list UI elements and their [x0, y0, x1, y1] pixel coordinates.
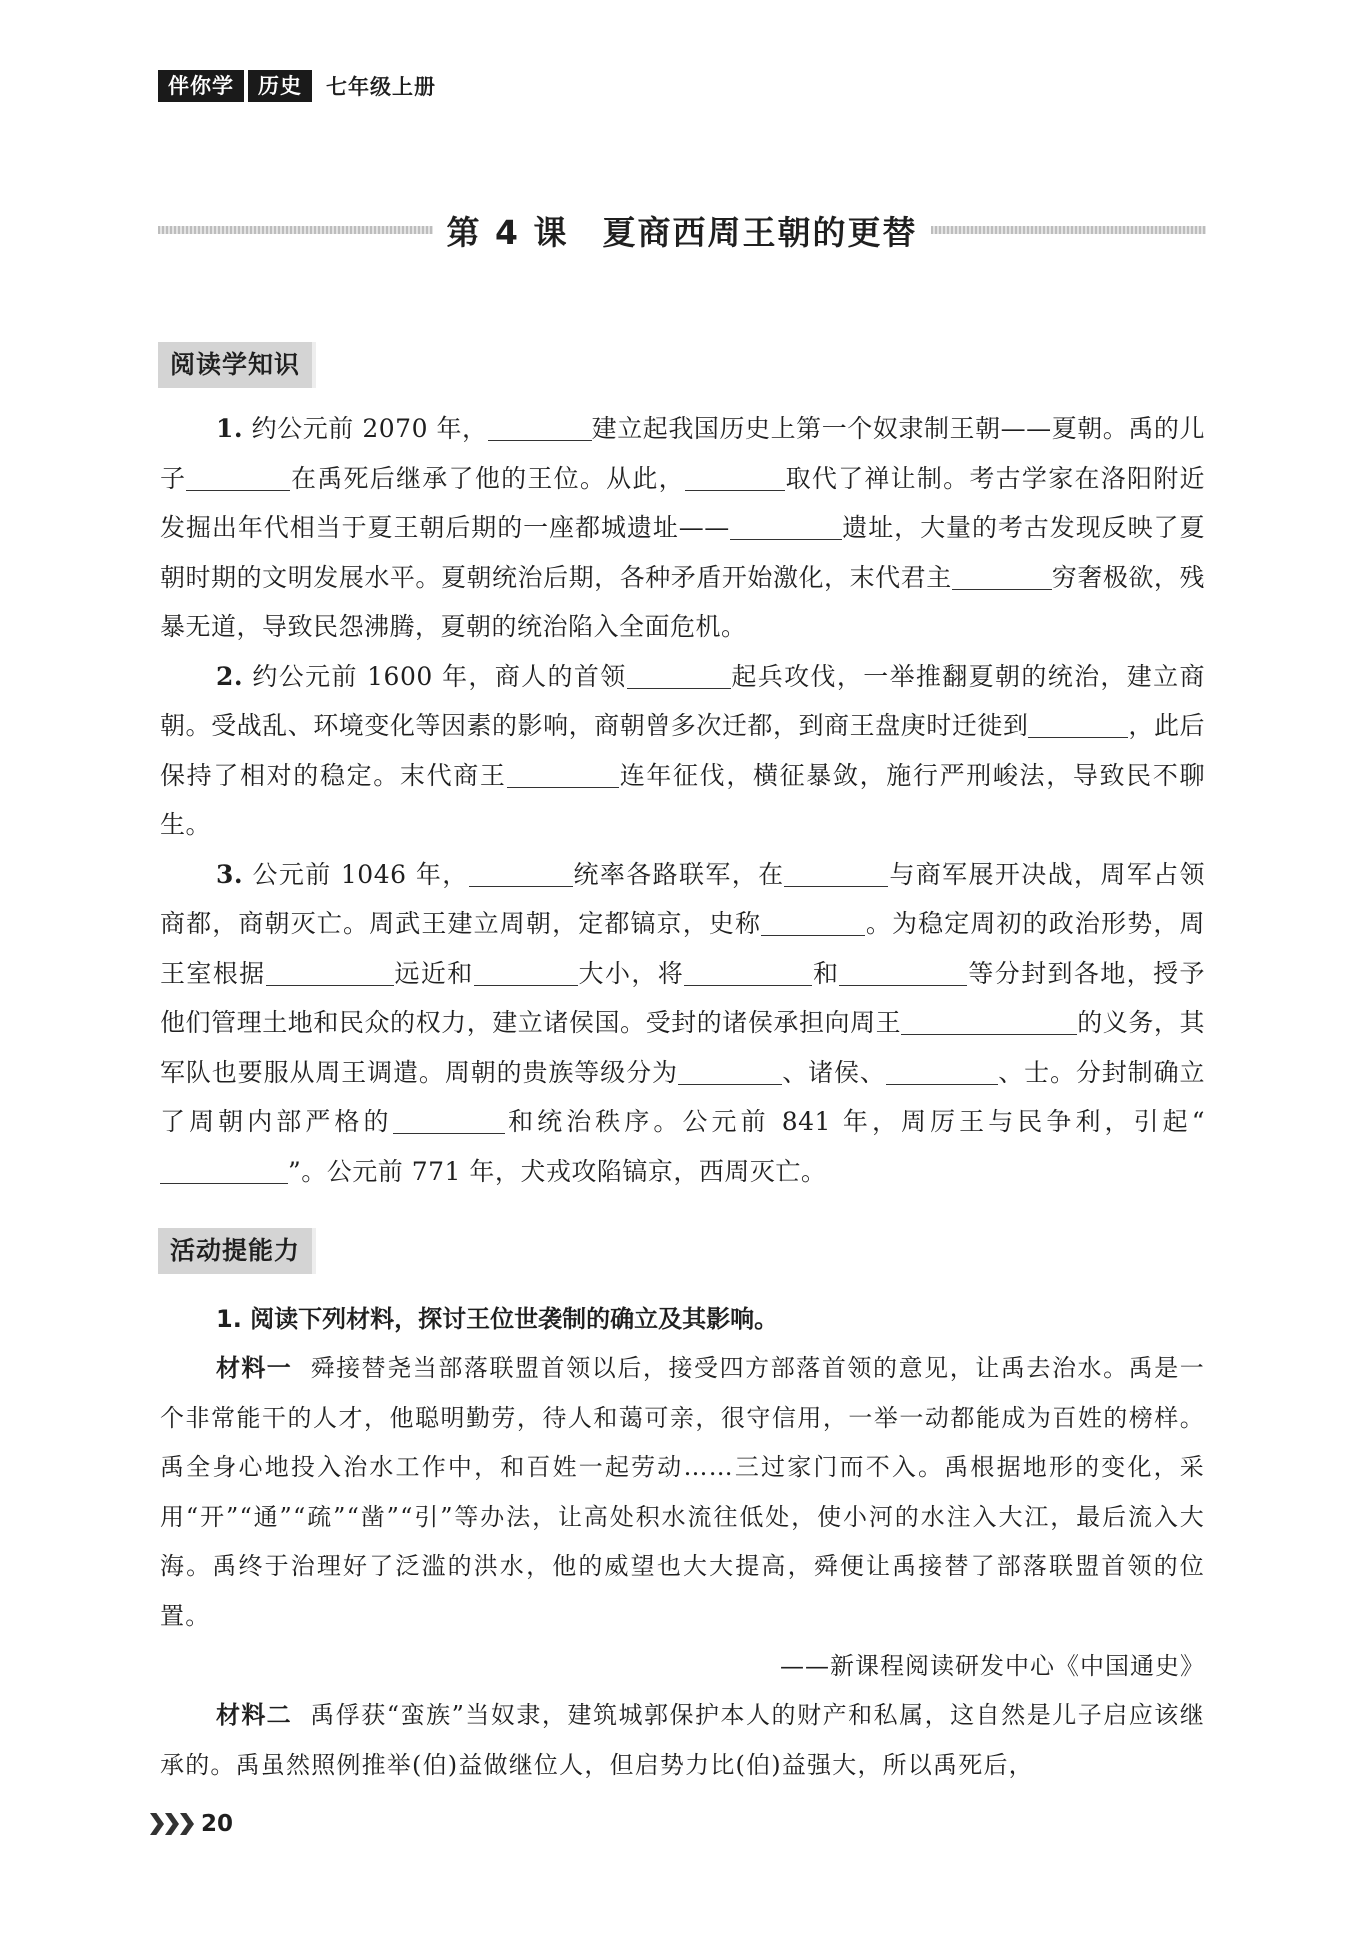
answer-blank[interactable]	[901, 1004, 1077, 1035]
running-header	[158, 68, 436, 104]
reading-question-3: 3. 公元前 1046 年， 统率各路联军，在 与商军展开决战，周军占领商都，商朝灭亡。周武王建立周朝，定都镐京，史称 。为稳定周初的政治形势，周王室根据 远近和 大小，将 和 等分封到各地，授予他们管理土地和民众的权力，建立诸侯国。受封的诸侯承担向周王 的义务，其军队也要服从周王调遣。周朝的贵族等级分为 、诸侯、 、士。分封制确立了周朝内部严格的 和统治秩序。公元前 841 年，周厉王与民争利，引起“”。公元前 771 年，犬戎攻陷镐京，西周灭亡。	[160, 850, 1205, 1197]
chevron-right-icon	[150, 1813, 164, 1835]
answer-blank[interactable]	[730, 509, 842, 540]
material-one	[160, 1344, 1205, 1641]
material-two	[160, 1691, 1205, 1790]
material-two-label: 材料二	[216, 1701, 292, 1729]
subject-label: 历史	[248, 70, 312, 102]
answer-blank[interactable]	[1028, 707, 1128, 738]
material-one-source: ——新课程阅读研发中心《中国通史》	[780, 1652, 1205, 1680]
answer-blank[interactable]	[474, 955, 578, 986]
section-heading-activity: 活动提能力	[158, 1228, 316, 1274]
answer-blank[interactable]	[488, 410, 592, 441]
page-number: 20	[201, 1811, 234, 1837]
lesson-name: 夏商西周王朝的更替	[602, 212, 918, 252]
answer-blank[interactable]	[678, 1054, 782, 1085]
section-heading-reading: 阅读学知识	[158, 342, 316, 388]
book-series-label: 伴你学	[158, 70, 244, 102]
lesson-number: 第 4 课	[446, 212, 569, 252]
answer-blank[interactable]	[160, 1153, 288, 1184]
answer-blank[interactable]	[627, 658, 731, 689]
answer-blank[interactable]	[469, 856, 573, 887]
material-one-label: 材料一	[216, 1354, 293, 1382]
answer-blank[interactable]	[684, 955, 812, 986]
answer-blank[interactable]	[952, 559, 1052, 590]
answer-blank[interactable]	[886, 1054, 998, 1085]
chevron-right-icon	[180, 1813, 194, 1835]
answer-blank[interactable]	[784, 856, 888, 887]
reading-questions	[160, 404, 1205, 1196]
answer-blank[interactable]	[685, 460, 785, 491]
answer-blank[interactable]	[186, 460, 290, 491]
title-rule-right	[931, 226, 1206, 234]
reading-question-2: 2. 约公元前 1600 年，商人的首领 起兵攻伐，一举推翻夏朝的统治，建立商朝。受战乱、环境变化等因素的影响，商朝曾多次迁都，到商王盘庚时迁徙到 ，此后保持了相对的稳定。末代商王 连年征伐，横征暴敛，施行严刑峻法，导致民不聊生。	[160, 652, 1205, 850]
material-one-text: 舜接替尧当部落联盟首领以后，接受四方部落首领的意见，让禹去治水。禹是一个非常能干的人才，他聪明勤劳，待人和蔼可亲，很守信用，一举一动都能成为百姓的榜样。禹全身心地投入治水工作中，和百姓一起劳动……三过家门而不入。禹根据地形的变化，采用“开”“通”“疏”“凿”“引”等办法，让高处积水流往低处，使小河的水注入大江，最后流入大海。禹终于治理好了泛滥的洪水，他的威望也大大提高，舜便让禹接替了部落联盟首领的位置。	[160, 1354, 1206, 1630]
lesson-title	[433, 207, 932, 254]
answer-blank[interactable]	[761, 905, 865, 936]
page-footer	[150, 1806, 233, 1842]
reading-question-1: 1. 约公元前 2070 年， 建立起我国历史上第一个奴隶制王朝——夏朝。禹的儿子 在禹死后继承了他的王位。从此， 取代了禅让制。考古学家在洛阳附近发掘出年代相当于夏王朝后期的一座都城遗址—— 遗址，大量的考古发现反映了夏朝时期的文明发展水平。夏朝统治后期，各种矛盾开始激化，末代君主 穷奢极欲，残暴无道，导致民怨沸腾，夏朝的统治陷入全面危机。	[160, 404, 1205, 652]
lesson-title-bar	[158, 205, 1206, 255]
answer-blank[interactable]	[266, 955, 394, 986]
answer-blank[interactable]	[839, 955, 967, 986]
title-rule-left	[158, 226, 433, 234]
material-two-text: 禹俘获“蛮族”当奴隶，建筑城郭保护本人的财产和私属，这自然是儿子启应该继承的。禹虽然照例推举(伯)益做继位人，但启势力比(伯)益强大，所以禹死后，	[160, 1701, 1205, 1779]
answer-blank[interactable]	[393, 1103, 505, 1134]
activity-question-1: 1. 阅读下列材料，探讨王位世袭制的确立及其影响。	[216, 1305, 779, 1333]
grade-label: 七年级上册	[326, 74, 436, 99]
activity-content	[160, 1294, 1205, 1790]
answer-blank[interactable]	[507, 757, 619, 788]
chevron-right-icon	[165, 1813, 179, 1835]
